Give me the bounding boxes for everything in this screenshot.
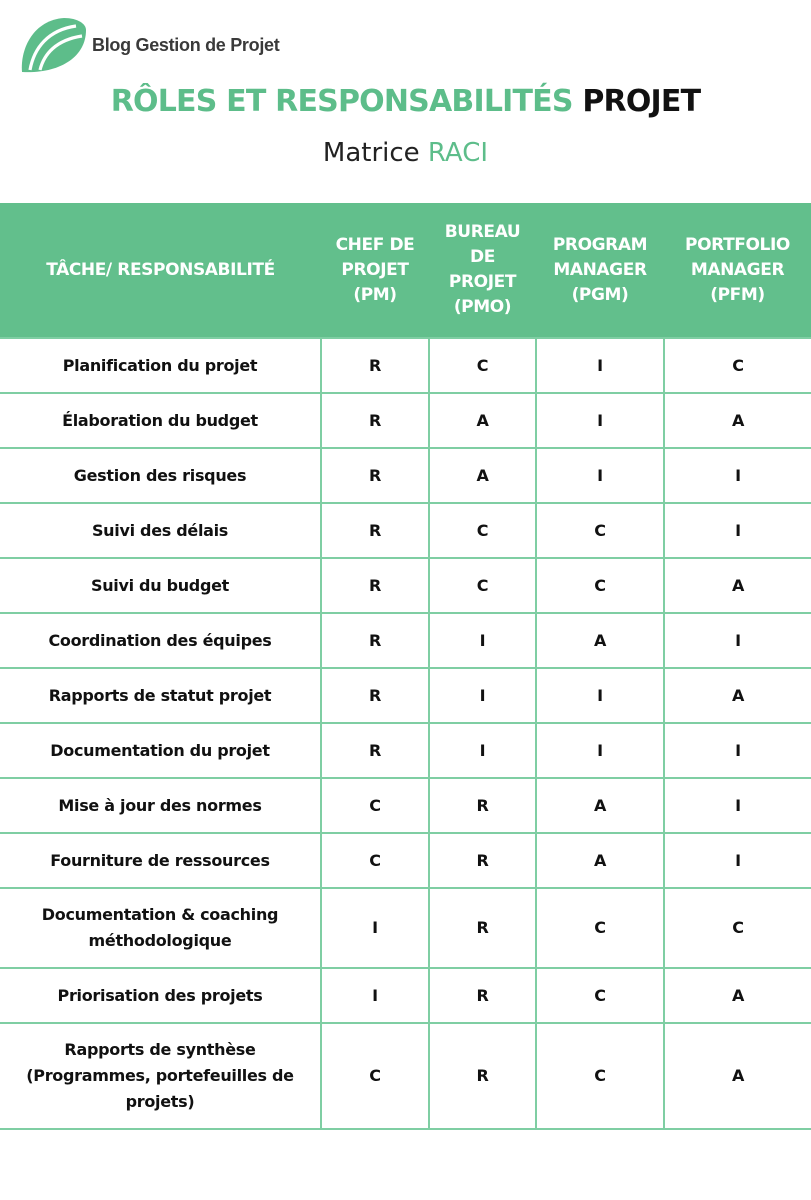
- pfm-cell: A: [664, 558, 811, 613]
- subtitle-part1: Matrice: [322, 138, 420, 168]
- pmo-cell: I: [429, 723, 536, 778]
- pm-cell: C: [321, 1023, 429, 1129]
- pgm-cell: I: [536, 338, 664, 393]
- pfm-cell: A: [664, 393, 811, 448]
- pfm-cell: I: [664, 613, 811, 668]
- task-cell: Rapports de statut projet: [0, 668, 321, 723]
- pm-cell: R: [321, 503, 429, 558]
- task-cell: Mise à jour des normes: [0, 778, 321, 833]
- task-cell: Rapports de synthèse (Programmes, portefeuilles de projets): [0, 1023, 321, 1129]
- pgm-cell: A: [536, 613, 664, 668]
- task-cell: Fourniture de ressources: [0, 833, 321, 888]
- task-cell: Suivi du budget: [0, 558, 321, 613]
- table-row: [0, 968, 811, 1023]
- header-task: TÂCHE/ RESPONSABILITÉ: [0, 203, 321, 338]
- table-row: [0, 778, 811, 833]
- pmo-cell: R: [429, 833, 536, 888]
- pgm-cell: A: [536, 833, 664, 888]
- pgm-cell: C: [536, 503, 664, 558]
- pmo-cell: R: [429, 888, 536, 968]
- pm-cell: R: [321, 338, 429, 393]
- table-row: [0, 448, 811, 503]
- pfm-cell: I: [664, 503, 811, 558]
- pgm-cell: I: [536, 448, 664, 503]
- pgm-cell: C: [536, 1023, 664, 1129]
- pmo-cell: C: [429, 503, 536, 558]
- table-row: [0, 338, 811, 393]
- pmo-cell: I: [429, 613, 536, 668]
- header-pm: CHEF DE PROJET (PM): [321, 203, 429, 338]
- subtitle-part2: RACI: [427, 138, 489, 168]
- brand-name: Blog Gestion de Projet: [92, 34, 280, 55]
- pfm-cell: I: [664, 723, 811, 778]
- header-pgm: PROGRAM MANAGER (PGM): [536, 203, 664, 338]
- table-row: [0, 833, 811, 888]
- header-pmo: BUREAU DE PROJET (PMO): [429, 203, 536, 338]
- table-row: [0, 503, 811, 558]
- table-header-row: [0, 203, 811, 338]
- pgm-cell: C: [536, 558, 664, 613]
- pfm-cell: A: [664, 1023, 811, 1129]
- pmo-cell: I: [429, 668, 536, 723]
- pmo-cell: R: [429, 968, 536, 1023]
- task-cell: Élaboration du budget: [0, 393, 321, 448]
- pgm-cell: I: [536, 393, 664, 448]
- table-row: [0, 1023, 811, 1129]
- pfm-cell: C: [664, 888, 811, 968]
- table-row: [0, 558, 811, 613]
- table-row: [0, 723, 811, 778]
- task-cell: Documentation du projet: [0, 723, 321, 778]
- pgm-cell: I: [536, 668, 664, 723]
- pfm-cell: I: [664, 833, 811, 888]
- table-row: [0, 668, 811, 723]
- brand: [18, 14, 279, 76]
- pfm-cell: I: [664, 778, 811, 833]
- pmo-cell: A: [429, 448, 536, 503]
- task-cell: Gestion des risques: [0, 448, 321, 503]
- pmo-cell: C: [429, 558, 536, 613]
- leaf-logo-icon: [18, 14, 88, 76]
- title-part1: RÔLES ET RESPONSABILITÉS: [110, 84, 573, 119]
- pm-cell: R: [321, 558, 429, 613]
- task-cell: Documentation & coaching méthodologique: [0, 888, 321, 968]
- pmo-cell: R: [429, 1023, 536, 1129]
- table-row: [0, 393, 811, 448]
- pm-cell: R: [321, 723, 429, 778]
- title-part2: PROJET: [582, 84, 701, 119]
- pm-cell: I: [321, 888, 429, 968]
- pfm-cell: A: [664, 968, 811, 1023]
- pfm-cell: I: [664, 448, 811, 503]
- pfm-cell: A: [664, 668, 811, 723]
- pfm-cell: C: [664, 338, 811, 393]
- raci-matrix-table: [0, 203, 811, 1130]
- pgm-cell: A: [536, 778, 664, 833]
- pmo-cell: C: [429, 338, 536, 393]
- pmo-cell: A: [429, 393, 536, 448]
- table-row: [0, 613, 811, 668]
- page-title: [0, 84, 811, 119]
- pm-cell: R: [321, 613, 429, 668]
- pm-cell: R: [321, 448, 429, 503]
- pgm-cell: C: [536, 968, 664, 1023]
- header-pfm: PORTFOLIO MANAGER (PFM): [664, 203, 811, 338]
- pm-cell: C: [321, 778, 429, 833]
- page-subtitle: [0, 138, 811, 168]
- pm-cell: R: [321, 668, 429, 723]
- task-cell: Priorisation des projets: [0, 968, 321, 1023]
- task-cell: Coordination des équipes: [0, 613, 321, 668]
- pmo-cell: R: [429, 778, 536, 833]
- task-cell: Suivi des délais: [0, 503, 321, 558]
- task-cell: Planification du projet: [0, 338, 321, 393]
- table-row: [0, 888, 811, 968]
- pm-cell: C: [321, 833, 429, 888]
- pm-cell: R: [321, 393, 429, 448]
- pm-cell: I: [321, 968, 429, 1023]
- pgm-cell: C: [536, 888, 664, 968]
- pgm-cell: I: [536, 723, 664, 778]
